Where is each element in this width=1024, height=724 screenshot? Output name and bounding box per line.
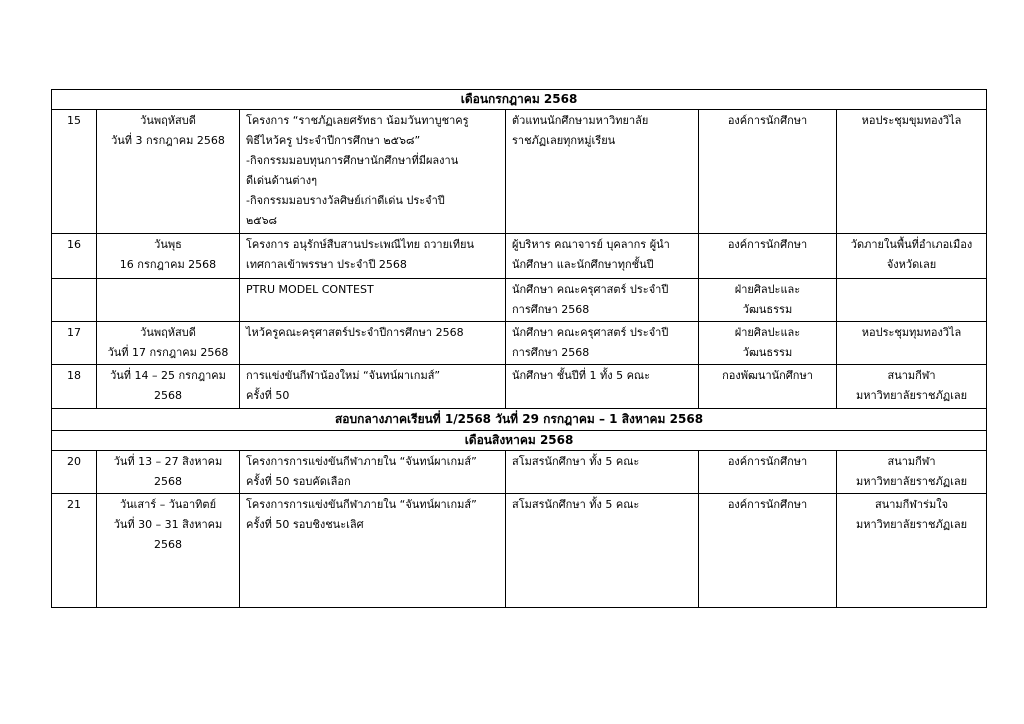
date-line: วันพุธ xyxy=(154,238,182,251)
date-line: 16 กรกฎาคม 2568 xyxy=(119,258,217,271)
exam-banner-row xyxy=(52,409,987,431)
date-line: 2568 xyxy=(154,475,182,488)
table-row xyxy=(52,494,987,608)
date-cell xyxy=(97,322,240,365)
participants-line: การศึกษา 2568 xyxy=(512,303,590,316)
project-line: -กิจกรรมมอบรางวัลศิษย์เก่าดีเด่น ประจำปี xyxy=(246,194,445,207)
project-line: ๒๕๖๘ xyxy=(246,214,278,227)
venue-line: มหาวิทยาลัยราชภัฏเลย xyxy=(855,389,968,402)
organizer-cell xyxy=(699,322,837,365)
row-number: 15 xyxy=(52,110,97,234)
participants-cell xyxy=(506,494,699,608)
org-line: องค์การนักศึกษา xyxy=(727,498,808,511)
participants-cell xyxy=(506,451,699,494)
project-line: โครงการ อนุรักษ์สืบสานประเพณีไทย ถวายเทียน xyxy=(246,238,475,251)
venue-line: หอประชุมขุมทองวิไล xyxy=(861,114,962,127)
project-line: PTRU MODEL CONTEST xyxy=(246,283,374,296)
participants-line: การศึกษา 2568 xyxy=(512,346,590,359)
date-line: วันเสาร์ – วันอาทิตย์ xyxy=(119,498,217,511)
month-header-row xyxy=(52,90,987,110)
org-line: องค์การนักศึกษา xyxy=(727,238,808,251)
project-line: การแข่งขันกีฬาน้องใหม่ “จันทน์ผาเกมส์” xyxy=(246,369,441,382)
organizer-cell xyxy=(699,234,837,279)
project-line: ครั้งที่ 50 xyxy=(246,389,290,402)
activity-schedule-table xyxy=(51,89,987,608)
venue-cell xyxy=(837,494,987,608)
project-cell xyxy=(240,110,506,234)
project-line: โครงการการแข่งขันกีฬาภายใน “จันทน์ผาเกมส์” xyxy=(246,455,477,468)
organizer-cell xyxy=(699,494,837,608)
project-line: ครั้งที่ 50 รอบชิงชนะเลิศ xyxy=(246,518,364,531)
project-line: โครงการ “ราชภัฏเลยศรัทธา น้อมวันทาบูชาครู xyxy=(246,114,469,127)
venue-line: สนามกีฬาร่มใจ xyxy=(875,498,949,511)
project-line: -กิจกรรมมอบทุนการศึกษานักศึกษาที่มีผลงาน xyxy=(246,154,459,167)
venue-cell xyxy=(837,365,987,409)
project-line: ครั้งที่ 50 รอบคัดเลือก xyxy=(246,475,351,488)
date-line: วันที่ 3 กรกฎาคม 2568 xyxy=(111,134,225,147)
table-row xyxy=(52,451,987,494)
date-cell xyxy=(97,279,240,322)
month-header-august: เดือนสิงหาคม 2568 xyxy=(52,431,987,451)
participants-cell xyxy=(506,110,699,234)
participants-cell xyxy=(506,322,699,365)
organizer-cell xyxy=(699,110,837,234)
table-row xyxy=(52,110,987,234)
date-cell xyxy=(97,494,240,608)
participants-line: ผู้บริหาร คณาจารย์ บุคลากร ผู้นำ xyxy=(512,238,670,251)
org-line: ฝ่ายศิลปะและ xyxy=(734,283,801,296)
venue-line: สนามกีฬา xyxy=(887,369,936,382)
date-line: วันที่ 14 – 25 กรกฎาคม xyxy=(110,369,226,382)
project-line: พิธีไหว้ครู ประจำปีการศึกษา ๒๕๖๘” xyxy=(246,134,421,147)
date-cell xyxy=(97,110,240,234)
table-row xyxy=(52,365,987,409)
org-line: องค์การนักศึกษา xyxy=(727,455,808,468)
venue-line: วัดภายในพื้นที่อำเภอเมือง xyxy=(850,238,973,251)
project-cell xyxy=(240,322,506,365)
row-number: 18 xyxy=(52,365,97,409)
org-line: วัฒนธรรม xyxy=(742,346,793,359)
date-cell xyxy=(97,234,240,279)
participants-cell xyxy=(506,234,699,279)
row-number xyxy=(52,279,97,322)
org-line: องค์การนักศึกษา xyxy=(727,114,808,127)
venue-cell xyxy=(837,234,987,279)
project-line: เทศกาลเข้าพรรษา ประจำปี 2568 xyxy=(246,258,407,271)
month-header-july: เดือนกรกฎาคม 2568 xyxy=(52,90,987,110)
table-row xyxy=(52,234,987,279)
participants-line: ราชภัฏเลยทุกหมู่เรียน xyxy=(512,134,616,147)
organizer-cell xyxy=(699,279,837,322)
participants-line: นักศึกษา และนักศึกษาทุกชั้นปี xyxy=(512,258,654,271)
date-cell xyxy=(97,451,240,494)
table-row xyxy=(52,279,987,322)
project-line: ดีเด่นด้านต่างๆ xyxy=(246,174,318,187)
project-line: ไหว้ครูคณะครุศาสตร์ประจำปีการศึกษา 2568 xyxy=(246,326,464,339)
row-number: 21 xyxy=(52,494,97,608)
project-cell xyxy=(240,279,506,322)
org-line: วัฒนธรรม xyxy=(742,303,793,316)
date-line: วันพฤหัสบดี xyxy=(140,114,196,127)
participants-cell xyxy=(506,365,699,409)
venue-line: มหาวิทยาลัยราชภัฏเลย xyxy=(855,518,968,531)
venue-line: มหาวิทยาลัยราชภัฏเลย xyxy=(855,475,968,488)
participants-line: นักศึกษา คณะครุศาสตร์ ประจำปี xyxy=(512,283,669,296)
venue-line: จังหวัดเลย xyxy=(886,258,937,271)
org-line: กองพัฒนานักศึกษา xyxy=(722,369,813,382)
venue-line: สนามกีฬา xyxy=(887,455,936,468)
date-line: วันที่ 17 กรกฎาคม 2568 xyxy=(107,346,229,359)
organizer-cell xyxy=(699,365,837,409)
venue-line: หอประชุมทุมทองวิไล xyxy=(861,326,962,339)
row-number: 16 xyxy=(52,234,97,279)
organizer-cell xyxy=(699,451,837,494)
row-number: 20 xyxy=(52,451,97,494)
org-line: ฝ่ายศิลปะและ xyxy=(734,326,801,339)
venue-cell xyxy=(837,451,987,494)
project-cell xyxy=(240,494,506,608)
participants-cell xyxy=(506,279,699,322)
participants-line: ตัวแทนนักศึกษามหาวิทยาลัย xyxy=(512,114,649,127)
venue-cell xyxy=(837,322,987,365)
exam-banner: สอบกลางภาคเรียนที่ 1/2568 วันที่ 29 กรกฎาคม – 1 สิงหาคม 2568 xyxy=(52,409,987,431)
participants-line: นักศึกษา ชั้นปีที่ 1 ทั้ง 5 คณะ xyxy=(512,369,651,382)
date-line: วันพฤหัสบดี xyxy=(140,326,196,339)
venue-cell xyxy=(837,279,987,322)
row-number: 17 xyxy=(52,322,97,365)
date-line: 2568 xyxy=(154,538,182,551)
participants-line: นักศึกษา คณะครุศาสตร์ ประจำปี xyxy=(512,326,669,339)
project-cell xyxy=(240,451,506,494)
table-row xyxy=(52,322,987,365)
date-line: วันที่ 13 – 27 สิงหาคม xyxy=(113,455,223,468)
month-header-row xyxy=(52,431,987,451)
venue-cell xyxy=(837,110,987,234)
date-line: วันที่ 30 – 31 สิงหาคม xyxy=(113,518,223,531)
project-line: โครงการการแข่งขันกีฬาภายใน “จันทน์ผาเกมส์” xyxy=(246,498,477,511)
project-cell xyxy=(240,365,506,409)
participants-line: สโมสรนักศึกษา ทั้ง 5 คณะ xyxy=(512,455,640,468)
project-cell xyxy=(240,234,506,279)
date-cell xyxy=(97,365,240,409)
date-line: 2568 xyxy=(154,389,182,402)
participants-line: สโมสรนักศึกษา ทั้ง 5 คณะ xyxy=(512,498,640,511)
